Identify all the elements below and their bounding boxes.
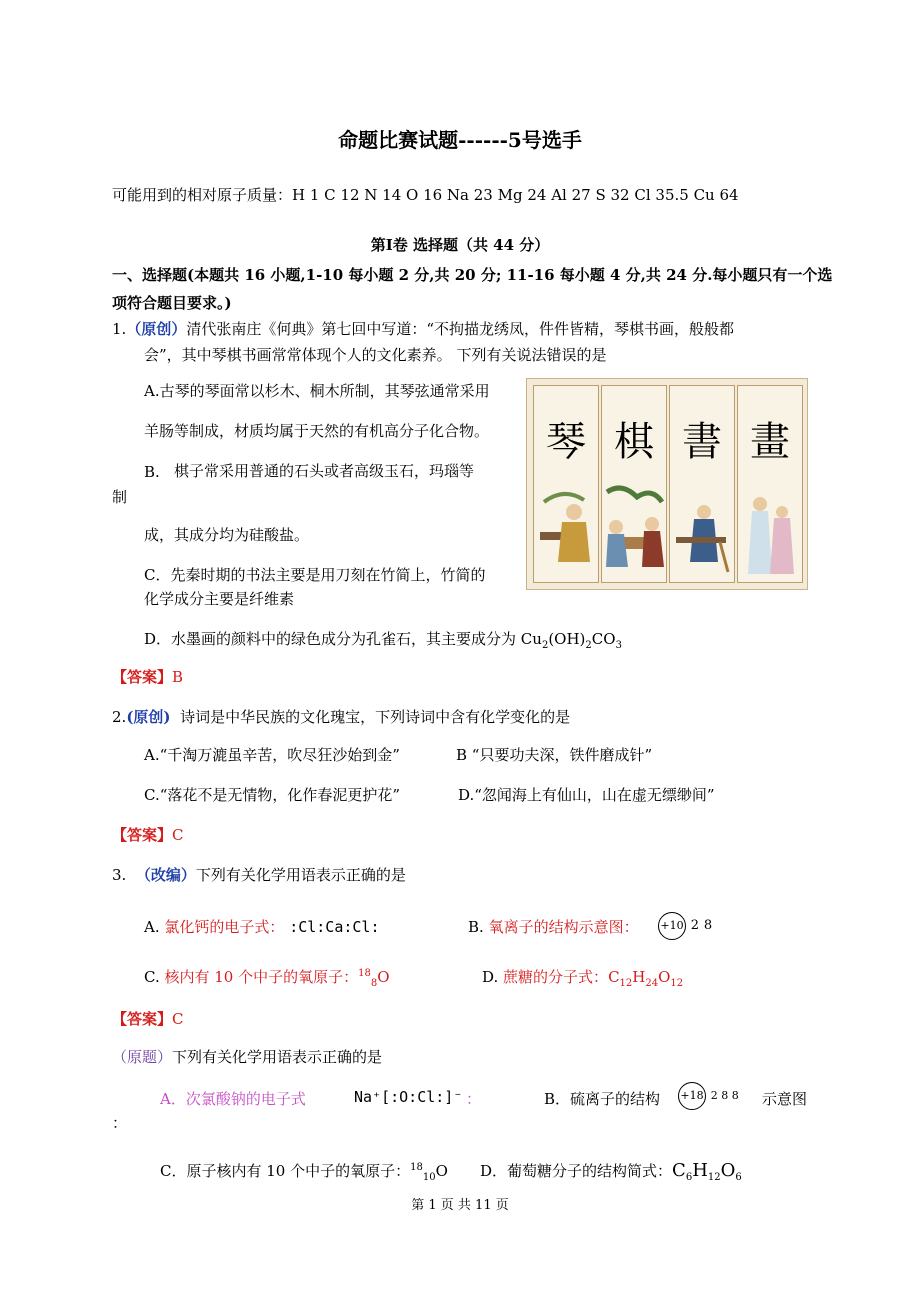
- q1-tag: （原创）: [126, 320, 187, 338]
- panel-char-hua: 畫: [750, 419, 790, 465]
- orig-d-f5: O: [720, 1160, 736, 1181]
- q3-d-f2: 12: [619, 978, 633, 989]
- q1-option-b-line2: 成，其成分均为硅酸盐。: [144, 526, 310, 544]
- q3-b-shell1: 2: [690, 918, 700, 933]
- q3-answer: [112, 1008, 184, 1029]
- q3-option-b: [468, 916, 639, 937]
- panel-char-qi: 棋: [614, 419, 654, 465]
- orig-option-b: B．硫离子的结构: [544, 1090, 661, 1108]
- q3-stem: [112, 864, 406, 885]
- orig-d-f3: H: [692, 1160, 708, 1181]
- q3-b-shell2: 8: [703, 918, 713, 933]
- q1-option-c-line1: C．先秦时期的书法主要是用刀刻在竹简上，竹简的: [144, 566, 486, 584]
- q3-a-label: A.: [144, 918, 160, 936]
- scene-qi-icon: [602, 482, 666, 582]
- q3-option-a: [144, 916, 380, 937]
- q3-b-nucleus: +10: [658, 912, 686, 940]
- panel-char-qin: 琴: [546, 419, 586, 465]
- panel-qin: [533, 385, 599, 583]
- q3-b-text: 氧离子的结构示意图：: [488, 918, 639, 936]
- orig-d-f6: 6: [735, 1172, 742, 1183]
- q3-c-sup: 18: [358, 968, 371, 979]
- q2-option-c: C.“落花不是无情物，化作春泥更护花”: [144, 786, 401, 804]
- orig-c-sub: 10: [422, 1172, 436, 1183]
- q1-answer: [112, 666, 183, 687]
- orig-tag: （原题）: [112, 1048, 173, 1066]
- q3-d-label: D.: [482, 968, 499, 986]
- scene-shu-icon: [670, 482, 734, 582]
- q1-option-c-line2: 化学成分主要是纤维素: [144, 590, 295, 608]
- q2-answer: [112, 824, 184, 845]
- q3-a-text: 氯化钙的电子式：: [164, 918, 285, 936]
- q1-d-sub1: 2: [541, 640, 549, 651]
- q2-option-d: D.“忽闻海上有仙山，山在虚无缥缈间”: [458, 786, 715, 804]
- q1-d-sub3: 3: [615, 640, 622, 651]
- q3-number: 3.: [112, 866, 127, 884]
- orig-d-f4: 12: [707, 1172, 721, 1183]
- q1-option-b-line1: 棋子常采用普通的石头或者高级玉石，玛瑙等: [174, 462, 475, 480]
- q1-option-d: [144, 628, 622, 651]
- part-intro-line2: 项符合题目要求。): [112, 294, 232, 312]
- q3-d-f5: O: [658, 968, 671, 986]
- orig-d-text: D．葡萄糖分子的结构简式：: [480, 1162, 673, 1180]
- scene-hua-icon: [738, 482, 802, 582]
- q1-number: 1.: [112, 320, 127, 338]
- q3-answer-label: 【答案】: [112, 1010, 173, 1028]
- q3-c-el: O: [377, 968, 390, 986]
- q1-d-oh: (OH): [548, 630, 586, 648]
- q1-stem-line1: [112, 318, 734, 339]
- orig-c-text: C．原子核内有 10 个中子的氧原子：: [160, 1162, 411, 1180]
- q3-b-label: B.: [468, 918, 484, 936]
- q3-option-c: [144, 966, 390, 989]
- orig-b-nucleus: +18: [678, 1082, 706, 1110]
- q3-c-label: C.: [144, 968, 160, 986]
- orig-stem-text: 下列有关化学用语表示正确的是: [172, 1048, 383, 1066]
- q3-option-d: [482, 966, 683, 989]
- orig-d-f1: C: [672, 1160, 686, 1181]
- q3-d-text: 蔗糖的分子式：: [503, 968, 609, 986]
- panel-shu: [669, 385, 735, 583]
- panel-qi: [601, 385, 667, 583]
- q2-answer-label: 【答案】: [112, 826, 173, 844]
- scene-qin-icon: [534, 482, 598, 582]
- q2-number: 2.: [112, 708, 127, 726]
- section-header: 第Ⅰ卷 选择题（共 44 分）: [370, 236, 550, 254]
- q1-option-d-text: D．水墨画的颜料中的绿色成分为孔雀石，其主要成分为 Cu: [144, 630, 542, 648]
- q3-c-sub: 8: [370, 978, 378, 989]
- q1-answer-label: 【答案】: [112, 668, 173, 686]
- q2-tag: (原创): [126, 708, 171, 726]
- q2-stem-text: 诗词是中华民族的文化瑰宝，下列诗词中含有化学变化的是: [180, 708, 571, 726]
- orig-b-shells: 2 8 8: [710, 1089, 739, 1102]
- q3-d-f4: 24: [645, 978, 659, 989]
- orig-stem: [112, 1046, 382, 1067]
- orig-a-colon: ：: [466, 1090, 482, 1108]
- q2-option-b: B “只要功夫深，铁件磨成针”: [456, 746, 653, 764]
- q1-option-b-label: B.: [144, 463, 160, 481]
- atomic-masses: 可能用到的相对原子质量：H 1 C 12 N 14 O 16 Na 23 Mg 24 Al 27 S 32 Cl 35.5 Cu 64: [112, 186, 739, 204]
- orig-option-c: [160, 1160, 448, 1183]
- q3-tag: （改编）: [135, 866, 196, 884]
- q3-answer-value: C: [172, 1010, 184, 1028]
- q1-stem-line2: 会”，其中琴棋书画常常体现个人的文化素养。 下列有关说法错误的是: [144, 346, 607, 364]
- q3-d-f3: H: [632, 968, 646, 986]
- qin-qi-shu-hua-illustration: [526, 378, 808, 590]
- page-footer: 第 1 页 共 11 页: [411, 1198, 509, 1213]
- q1-stem1: 清代张南庄《何典》第七回中写道：“不拘描龙绣凤，件件皆精，琴棋书画，般般都: [186, 320, 735, 338]
- q3-c-text: 核内有 10 个中子的氧原子：: [164, 968, 359, 986]
- orig-d-f2: 6: [685, 1172, 693, 1183]
- part-intro-line1: 一、选择题(本题共 16 小题,1-10 每小题 2 分,共 20 分; 11-16 每小题 4 分,共 24 分.每小题只有一个选: [112, 266, 833, 284]
- q1-d-sub2: 2: [585, 640, 592, 651]
- q2-stem: [112, 706, 570, 727]
- q1-option-a-line1: A.古琴的琴面常以杉木、桐木所制，其琴弦通常采用: [144, 382, 490, 400]
- orig-c-el: O: [435, 1162, 448, 1180]
- panel-hua: [737, 385, 803, 583]
- orig-b-structure-diagram: [678, 1082, 739, 1110]
- orig-option-a: A．次氯酸钠的电子式: [160, 1090, 306, 1108]
- q3-d-f1: C: [608, 968, 620, 986]
- orig-b-cont: ：: [112, 1114, 128, 1132]
- q1-d-co: CO: [591, 630, 616, 648]
- orig-a-formula: Na⁺[:O:Cl:]⁻: [354, 1088, 463, 1106]
- q3-b-structure-diagram: [658, 912, 712, 940]
- orig-c-sup: 18: [410, 1162, 423, 1173]
- page-title: 命题比赛试题------5号选手: [338, 128, 582, 152]
- q3-d-f6: 12: [670, 978, 684, 989]
- orig-b-tail: 示意图: [762, 1090, 808, 1108]
- q3-stem-text: 下列有关化学用语表示正确的是: [195, 866, 406, 884]
- q1-answer-value: B: [172, 668, 184, 686]
- orig-option-d: [480, 1160, 742, 1183]
- q3-a-formula: :Cl:Ca:Cl:: [289, 918, 380, 936]
- q1-option-b-cont: 制: [112, 488, 128, 506]
- panel-char-shu: 書: [682, 419, 722, 465]
- q2-option-a: A.“千淘万漉虽辛苦，吹尽狂沙始到金”: [144, 746, 400, 764]
- q2-answer-value: C: [172, 826, 184, 844]
- q1-option-a-line2: 羊肠等制成，材质均属于天然的有机高分子化合物。: [144, 422, 490, 440]
